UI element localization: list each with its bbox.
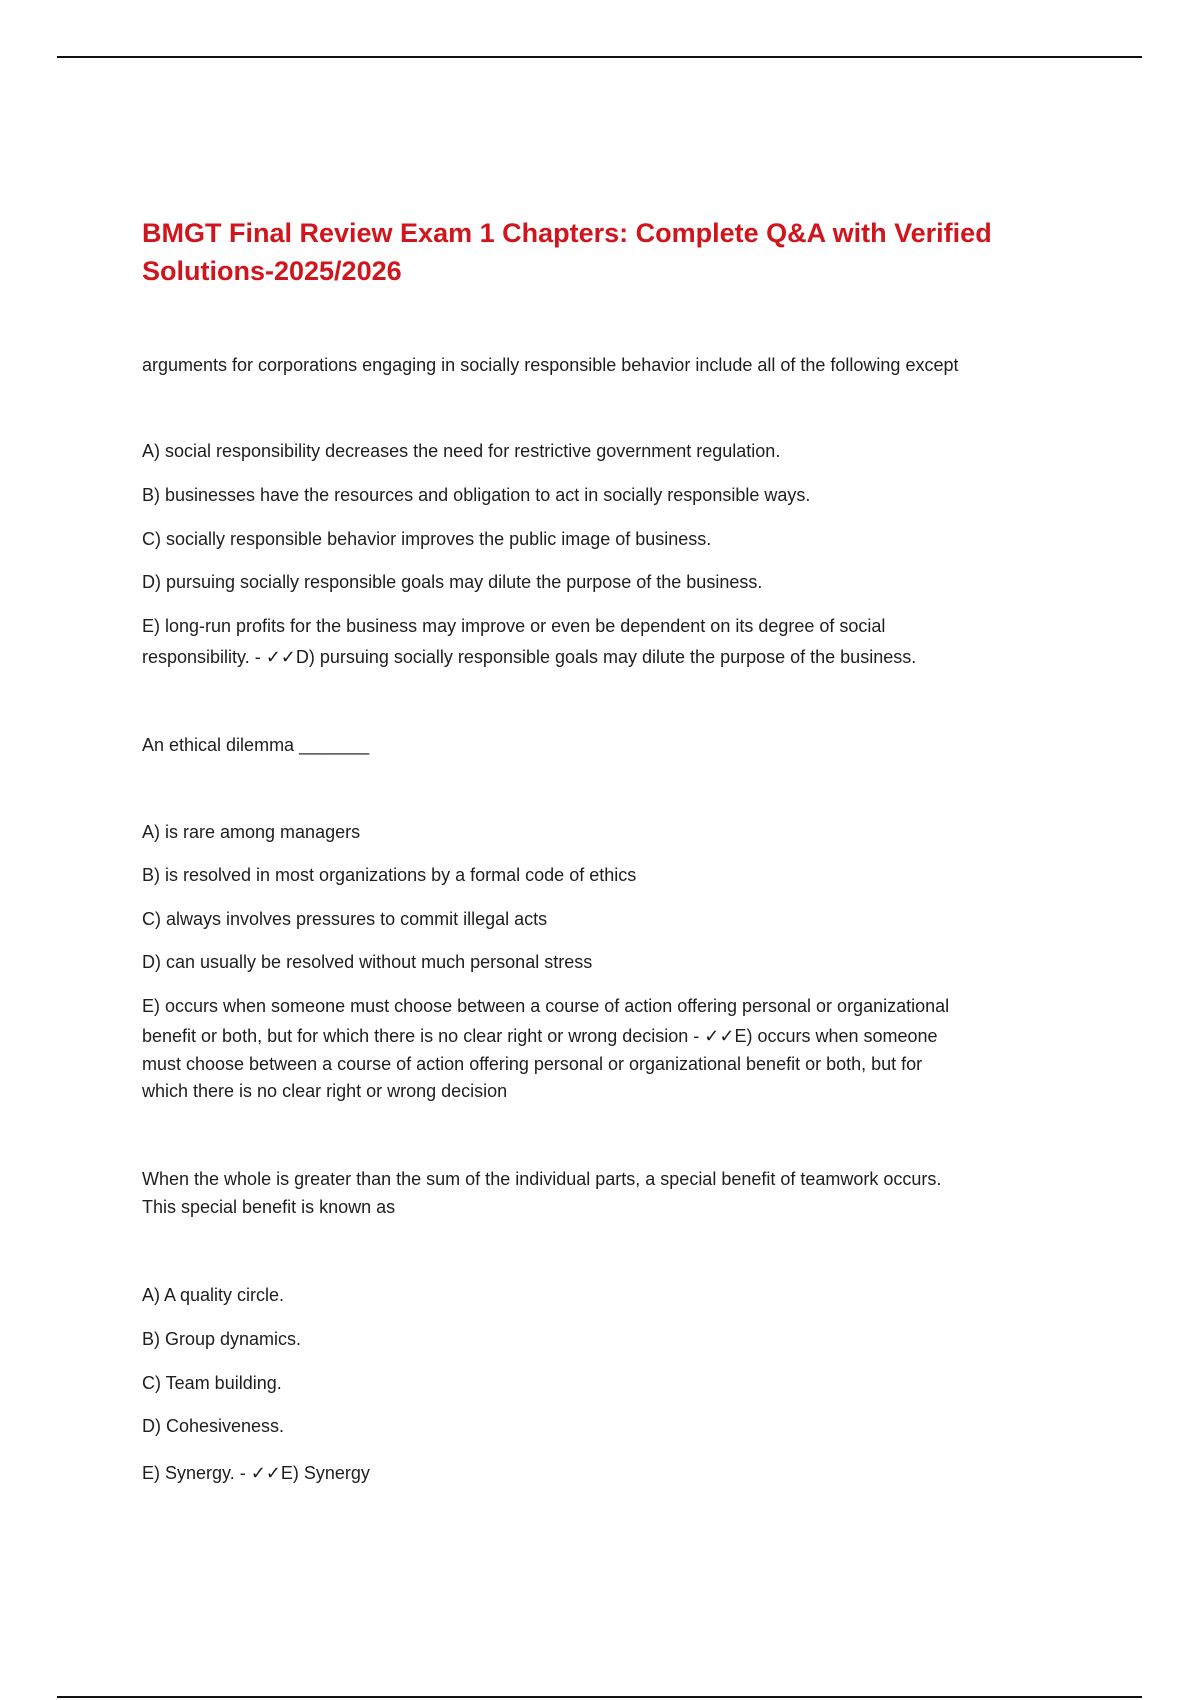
question-3-option-c: C) Team building. [142, 1373, 282, 1393]
question-3-prompt-line-2: This special benefit is known as [142, 1197, 396, 1217]
question-1-option-a: A) social responsibility decreases the need for restrictive government regulation. [142, 441, 781, 461]
footer-rule [57, 1696, 1142, 1698]
question-1-answer: responsibility. - ✓✓D) pursuing socially responsible goals may dilute the purpose of the business. [142, 647, 917, 667]
question-2-option-d: D) can usually be resolved without much personal stress [142, 952, 593, 972]
question-1-option-b: B) businesses have the resources and obligation to act in socially responsible ways. [142, 485, 811, 505]
question-2-option-e-line-1: E) occurs when someone must choose between a course of action offering personal or organizational [142, 996, 950, 1016]
question-2-option-a: A) is rare among managers [142, 822, 361, 842]
document-title [142, 214, 1062, 290]
question-2-option-c: C) always involves pressures to commit illegal acts [142, 909, 548, 929]
title-line-1: BMGT Final Review Exam 1 Chapters: Complete Q&A with Verified [142, 218, 992, 248]
question-2-answer-line-1: benefit or both, but for which there is no clear right or wrong decision - ✓✓E) occurs when someone [142, 1026, 938, 1046]
question-3-option-a: A) A quality circle. [142, 1285, 285, 1305]
title-line-2: Solutions-2025/2026 [142, 256, 402, 286]
question-3-answer: E) Synergy. - ✓✓E) Synergy [142, 1463, 370, 1483]
question-3-prompt-line-1: When the whole is greater than the sum of the individual parts, a special benefit of teamwork occurs. [142, 1169, 942, 1189]
question-1-prompt: arguments for corporations engaging in socially responsible behavior include all of the following except [142, 355, 959, 375]
question-3-option-d: D) Cohesiveness. [142, 1416, 285, 1436]
question-2-answer-line-3: which there is no clear right or wrong decision [142, 1081, 508, 1101]
header-rule [57, 56, 1142, 58]
question-2-prompt: An ethical dilemma _______ [142, 735, 370, 755]
question-3-option-b: B) Group dynamics. [142, 1329, 302, 1349]
question-2-answer-line-2: must choose between a course of action offering personal or organizational benefit or both, but for [142, 1054, 923, 1074]
question-2-option-b: B) is resolved in most organizations by a formal code of ethics [142, 865, 637, 885]
question-1-option-e-line-1: E) long-run profits for the business may improve or even be dependent on its degree of social [142, 616, 886, 636]
question-1-option-c: C) socially responsible behavior improves the public image of business. [142, 529, 712, 549]
question-1-option-d: D) pursuing socially responsible goals may dilute the purpose of the business. [142, 572, 763, 592]
